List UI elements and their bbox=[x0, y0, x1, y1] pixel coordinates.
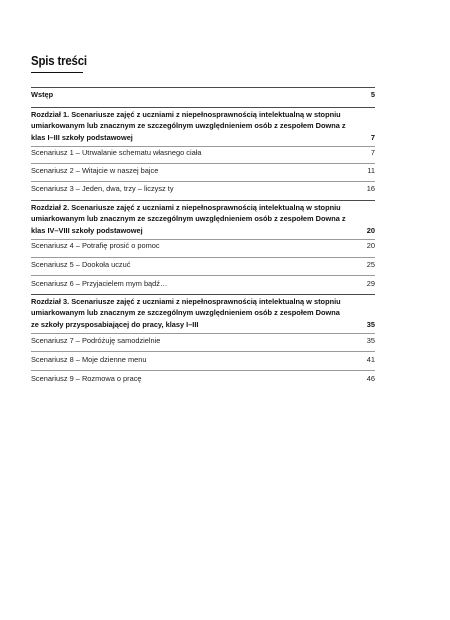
divider bbox=[31, 294, 375, 295]
entry-page-number: 20 bbox=[366, 225, 375, 235]
divider bbox=[31, 200, 375, 201]
toc-entry-chapter-3[interactable] bbox=[31, 296, 375, 330]
entry-title: Scenariusz 9 – Rozmowa o pracę bbox=[31, 374, 142, 383]
entry-page-number: 35 bbox=[366, 319, 375, 329]
entry-title: Rozdział 2. Scenariusze zajęć z uczniami z niepełnosprawnością intelektualną w stopniu umiarkowanym lub znacznym ze szczególnym uwzględnieniem osób z zespołem Downa z klas IV–VIII szkoły podstawowej bbox=[31, 203, 346, 235]
entry-page-number: 35 bbox=[366, 336, 375, 345]
toc-entry-scenario-2[interactable] bbox=[31, 165, 375, 176]
divider bbox=[31, 333, 375, 334]
divider bbox=[31, 257, 375, 258]
entry-title: Scenariusz 8 – Moje dzienne menu bbox=[31, 355, 147, 364]
entry-title: Wstęp bbox=[31, 90, 54, 99]
divider bbox=[31, 351, 375, 352]
divider bbox=[31, 107, 375, 108]
entry-title: Scenariusz 1 – Utrwalanie schematu własnego ciała bbox=[31, 148, 202, 157]
entry-title: Scenariusz 2 – Witajcie w naszej bajce bbox=[31, 166, 159, 175]
title-underline bbox=[31, 72, 83, 73]
toc-entry-scenario-9[interactable] bbox=[31, 373, 375, 384]
divider bbox=[31, 370, 375, 371]
entry-page-number: 16 bbox=[366, 184, 375, 193]
entry-title: Scenariusz 6 – Przyjacielem mym bądź… bbox=[31, 279, 168, 288]
toc-title: Spis treści bbox=[31, 53, 87, 68]
entry-page-number: 5 bbox=[370, 90, 375, 99]
entry-page-number: 11 bbox=[367, 166, 375, 175]
entry-title: Scenariusz 7 – Podróżuję samodzielnie bbox=[31, 336, 161, 345]
entry-title: Scenariusz 4 – Potrafię prosić o pomoc bbox=[31, 241, 160, 250]
entry-page-number: 7 bbox=[370, 148, 375, 157]
toc-entry-scenario-6[interactable] bbox=[31, 278, 375, 289]
toc-entry-introduction[interactable] bbox=[31, 89, 375, 100]
entry-page-number: 46 bbox=[366, 374, 375, 383]
entry-page-number: 7 bbox=[370, 132, 375, 142]
toc-entry-scenario-4[interactable] bbox=[31, 240, 375, 251]
entry-page-number: 41 bbox=[366, 355, 375, 364]
entry-page-number: 20 bbox=[366, 241, 375, 250]
divider bbox=[31, 181, 375, 182]
toc-entry-chapter-1[interactable] bbox=[31, 109, 375, 143]
toc-entry-scenario-3[interactable] bbox=[31, 183, 375, 194]
toc-entry-chapter-2[interactable] bbox=[31, 202, 375, 236]
toc-entry-scenario-1[interactable] bbox=[31, 147, 375, 158]
toc-entry-scenario-8[interactable] bbox=[31, 354, 375, 365]
entry-page-number: 29 bbox=[366, 279, 375, 288]
entry-title: Rozdział 1. Scenariusze zajęć z uczniami z niepełnosprawnością intelektualną w stopniu umiarkowanym lub znacznym ze szczególnym uwzględnieniem osób z zespołem Downa z klas I–III szkoły podstawowej bbox=[31, 110, 346, 142]
entry-title: Scenariusz 3 – Jeden, dwa, trzy – liczysz ty bbox=[31, 184, 174, 193]
toc-entry-scenario-7[interactable] bbox=[31, 335, 375, 346]
toc-entry-scenario-5[interactable] bbox=[31, 259, 375, 270]
entry-page-number: 25 bbox=[366, 260, 375, 269]
entry-title: Scenariusz 5 – Dookoła uczuć bbox=[31, 260, 131, 269]
divider bbox=[31, 163, 375, 164]
entry-title: Rozdział 3. Scenariusze zajęć z uczniami z niepełnosprawnością intelektualną w stopniu umiarkowanym lub znacznym ze szczególnym uwzględnieniem osób z zespołem Downa ze szkoły przysposabiającej do pracy, klasy I–III bbox=[31, 297, 341, 329]
divider bbox=[31, 87, 375, 88]
divider bbox=[31, 275, 375, 276]
